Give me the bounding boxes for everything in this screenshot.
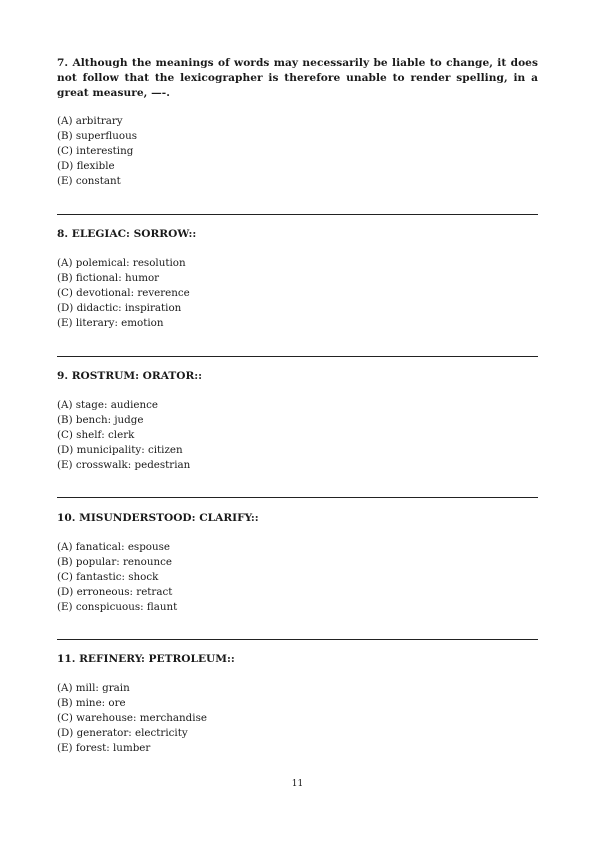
option-d: (D) didactic: inspiration: [57, 302, 182, 314]
option-d: (D) generator: electricity: [57, 727, 188, 739]
option-d: (D) municipality: citizen: [57, 444, 183, 456]
option-c: (C) devotional: reverence: [57, 287, 190, 299]
option-b: (B) popular: renounce: [57, 556, 172, 568]
document-page: [57, 0, 538, 842]
question-9-options: [57, 398, 538, 473]
option-c: (C) warehouse: merchandise: [57, 712, 207, 724]
option-c: (C) shelf: clerk: [57, 429, 135, 441]
option-a: (A) arbitrary: [57, 115, 123, 127]
option-e: (E) constant: [57, 175, 121, 187]
option-e: (E) forest: lumber: [57, 742, 151, 754]
question-9-stem: 9. ROSTRUM: ORATOR::: [57, 370, 203, 382]
page-number: 11: [291, 779, 304, 789]
divider: [57, 497, 538, 498]
option-e: (E) crosswalk: pedestrian: [57, 459, 191, 471]
question-10-options: [57, 540, 538, 615]
divider: [57, 356, 538, 357]
question-7-stem: 7. Although the meanings of words may necessarily be liable to change, it does not follow that the lexicographer is therefore unable to render spelling, in a great measure, —-.: [57, 57, 538, 99]
divider: [57, 214, 538, 215]
question-11-options: [57, 681, 538, 756]
question-7: [57, 56, 538, 189]
option-a: (A) stage: audience: [57, 399, 158, 411]
option-d: (D) erroneous: retract: [57, 586, 173, 598]
option-b: (B) fictional: humor: [57, 272, 160, 284]
question-10-stem: 10. MISUNDERSTOOD: CLARIFY::: [57, 512, 259, 524]
option-a: (A) polemical: resolution: [57, 257, 186, 269]
question-10: [57, 511, 538, 615]
option-a: (A) fanatical: espouse: [57, 541, 171, 553]
question-11-stem: 11. REFINERY: PETROLEUM::: [57, 653, 235, 665]
option-c: (C) interesting: [57, 145, 134, 157]
question-7-options: [57, 114, 538, 189]
question-11: [57, 652, 538, 756]
divider: [57, 639, 538, 640]
option-a: (A) mill: grain: [57, 682, 130, 694]
option-e: (E) literary: emotion: [57, 317, 164, 329]
option-d: (D) flexible: [57, 160, 115, 172]
question-8-options: [57, 256, 538, 331]
option-e: (E) conspicuous: flaunt: [57, 601, 178, 613]
option-b: (B) superfluous: [57, 130, 138, 142]
option-b: (B) bench: judge: [57, 414, 144, 426]
question-8-stem: 8. ELEGIAC: SORROW::: [57, 228, 197, 240]
question-9: [57, 369, 538, 473]
question-8: [57, 227, 538, 331]
option-b: (B) mine: ore: [57, 697, 126, 709]
option-c: (C) fantastic: shock: [57, 571, 159, 583]
